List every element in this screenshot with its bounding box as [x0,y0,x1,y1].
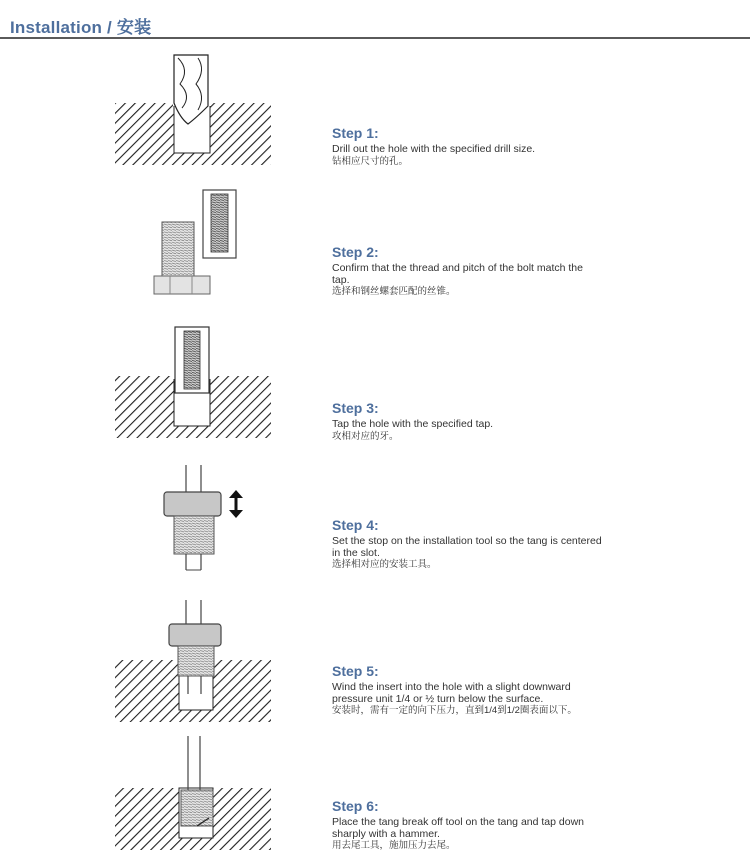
double-arrow-icon [229,490,243,518]
step-title: Step 2: [332,244,379,260]
step-description: Tap the hole with the specified tap. [332,418,494,430]
step-title: Step 3: [332,400,379,416]
break-tang-illustration [115,736,271,850]
tool-stop [164,492,221,516]
step-description-cn: 选择和钢丝螺套匹配的丝锥。 [332,286,456,297]
step-description: Drill out the hole with the specified drill size. [332,143,536,155]
wind-insert-illustration [115,600,271,722]
step-description: Wind the insert into the hole with a slight downward pressure unit 1/4 or ½ turn below the surface. [332,681,571,705]
step-description: Set the stop on the installation tool so the tang is centered in the slot. [332,535,602,559]
step-description-cn: 攻相对应的牙。 [332,430,399,442]
step-description-cn: 用去尾工具，施加压力去尾。 [332,840,456,851]
step-description: Confirm that the thread and pitch of the bolt match the tap. [332,262,583,286]
page-title: Installation / 安装 [10,18,152,37]
thread-insert [178,646,214,676]
bolt-shank [162,222,194,278]
step-description-cn: 选择相对应的安装工具。 [332,559,437,570]
step-title: Step 6: [332,798,379,814]
step-3 [332,400,602,442]
tap-hole-illustration [115,327,271,438]
step-1 [332,125,602,167]
step-6 [332,798,602,852]
tool-mandrel [174,516,214,554]
bolt-head [154,276,210,294]
step-description-cn: 钻相应尺寸的孔。 [332,155,409,167]
step-4 [332,517,602,571]
step-title: Step 5: [332,663,379,679]
step-title: Step 1: [332,125,379,141]
bolt-tap-illustration [154,190,236,294]
step-2 [332,244,602,298]
tool-stop [169,624,221,646]
step-title: Step 4: [332,517,379,533]
step-description: Place the tang break off tool on the tang and tap down sharply with a hammer. [332,816,584,840]
drill-illustration [115,55,271,165]
thread-insert [181,790,213,826]
step-5 [332,663,602,717]
step-description-cn: 安装时，需有一定的向下压力，直到1/4到1/2圈表面以下。 [332,705,577,716]
install-tool-illustration [164,465,243,570]
